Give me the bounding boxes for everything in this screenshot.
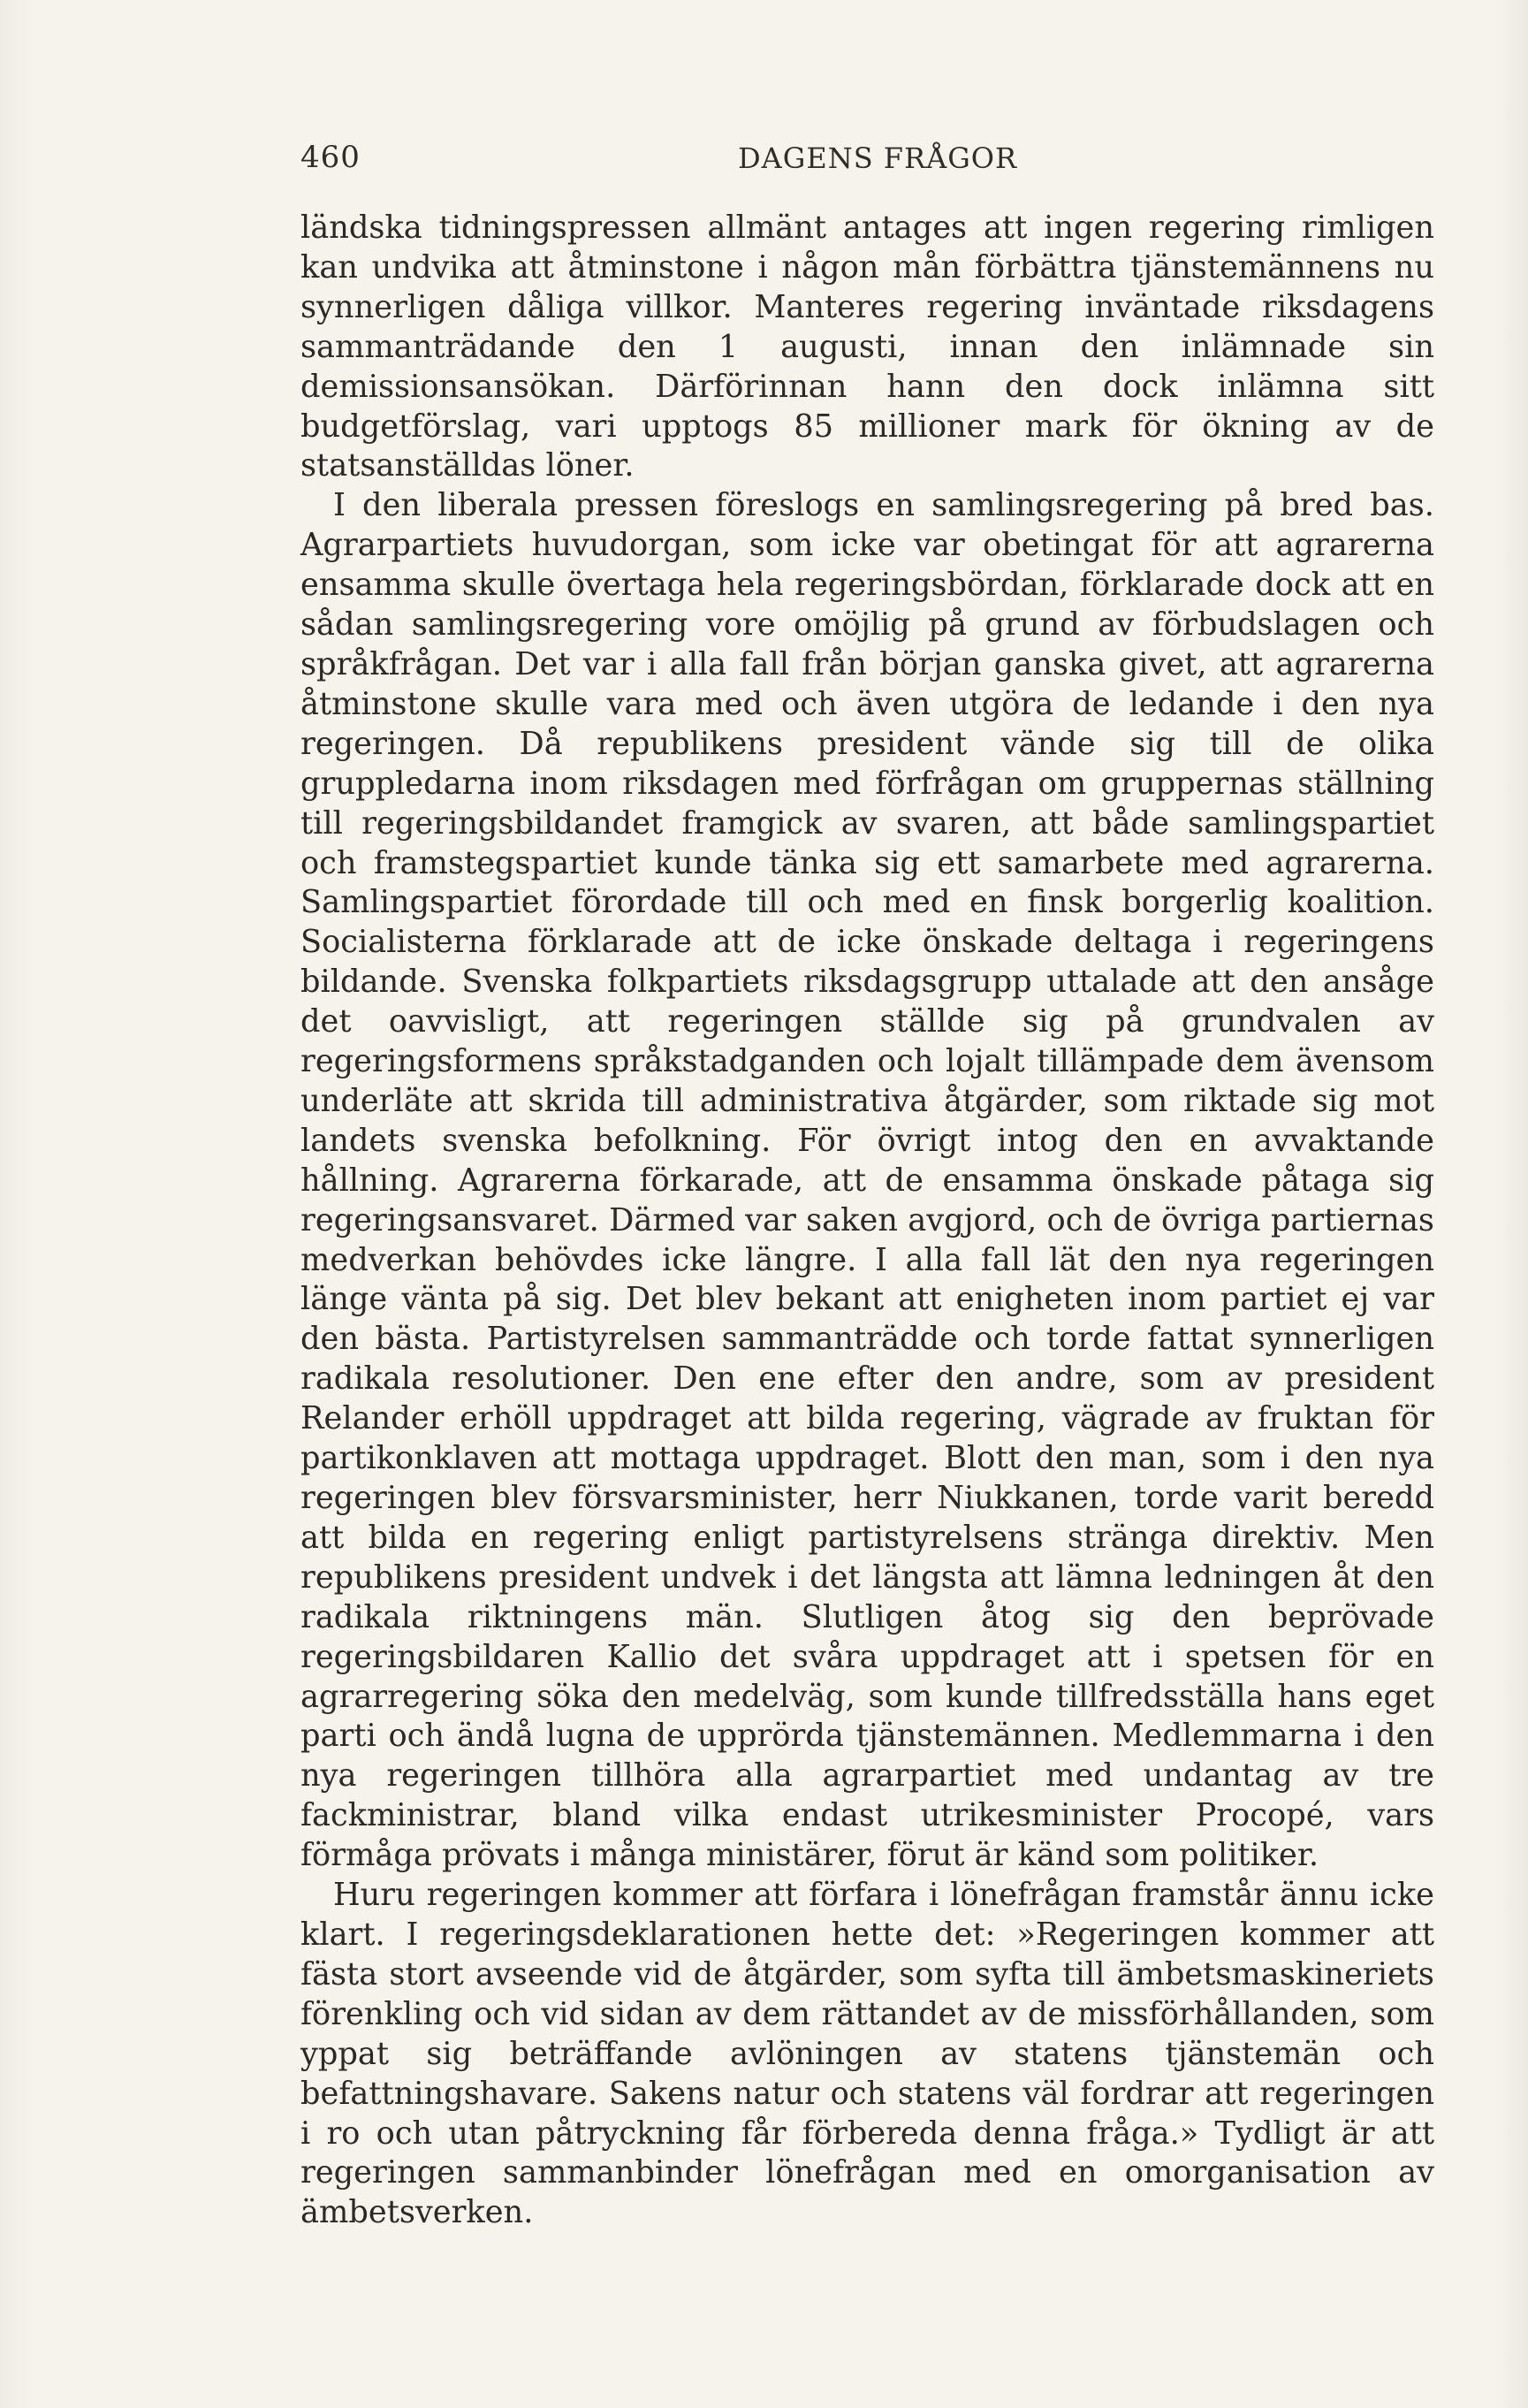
running-head: DAGENS FRÅGOR xyxy=(738,141,1018,175)
body-text xyxy=(300,209,1434,2233)
paragraph-salary-question: Huru regeringen kommer att förfara i lönefrågan framstår ännu icke klart. I regeringsdeklarationen hette det: »Regeringen kommer att fästa stort avseende vid de åtgärder, som syfta till ämbetsmaskineriets förenkling och vid sidan av dem rättandet av de missförhållanden, som yppat sig beträffande avlöningen av statens tjänstemän och befattningshavare. Sakens natur och statens väl fordrar att regeringen i ro och utan påtryckning får förbereda denna fråga.» Tydligt är att regeringen sammanbinder lönefrågan med en omorganisation av ämbetsverken. xyxy=(300,1877,1434,2231)
page-number: 460 xyxy=(300,140,361,175)
paragraph-coalition-negotiations: I den liberala pressen föreslogs en samlingsregering på bred bas. Agrarpartiets huvudorgan, som icke var obetingat för att agrarerna ensamma skulle övertaga hela regeringsbördan, förklarade dock att en sådan samlingsregering vore omöjlig på grund av förbudslagen och språkfrågan. Det var i alla fall från början ganska givet, att agrarerna åtminstone skulle vara med och även utgöra de ledande i den nya regeringen. Då republikens president vände sig till de olika gruppledarna inom riksdagen med förfrågan om gruppernas ställning till regeringsbildandet framgick av svaren, att både samlingspartiet och framstegspartiet kunde tänka sig ett samarbete med agrarerna. Samlingspartiet förordade till och med en finsk borgerlig koalition. Socialisterna förklarade att de icke önskade deltaga i regeringens bildande. Svenska folkpartiets riksdagsgrupp uttalade att den ansåge det oavvisligt, att regeringen ställde sig på grundvalen av regeringsformens språkstadganden och lojalt tillämpade dem ävensom underläte att skrida till administrativa åtgärder, som riktade sig mot landets svenska befolkning. För övrigt intog den en avvaktande hållning. Agrarerna förkarade, att de ensamma önskade påtaga sig regeringsansvaret. Därmed var saken avgjord, och de övriga partiernas medverkan behövdes icke längre. I alla fall lät den nya regeringen länge vänta på sig. Det blev bekant att enigheten inom partiet ej var den bästa. Partistyrelsen sammanträdde och torde fattat synnerligen radikala resolutioner. Den ene efter den andre, som av president Relander erhöll uppdraget att bilda regering, vägrade av fruktan för partikonklaven att mottaga uppdraget. Blott den man, som i den nya regeringen blev försvarsminister, herr Niukkanen, torde varit beredd att bilda en regering enligt partistyrelsens stränga direktiv. Men republikens president undvek i det längsta att lämna ledningen åt den radikala riktningens män. Slutligen åtog sig den beprövade regeringsbildaren Kallio det svåra uppdraget att i spetsen för en agrarregering söka den medelväg, som kunde tillfredsställa hans eget parti och ändå lugna de upprörda tjänstemännen. Medlemmarna i den nya regeringen tillhöra alla agrarpartiet med undantag av tre fackministrar, bland vilka endast utrikesminister Procopé, vars förmåga prövats i många ministärer, förut är känd som politiker. xyxy=(300,487,1434,1874)
paragraph-continuation: ländska tidningspressen allmänt antages att ingen regering rimligen kan undvika att åtminstone i någon mån förbättra tjänstemännens nu synnerligen dåliga villkor. Manteres regering inväntade riksdagens sammanträdande den 1 augusti, innan den inlämnade sin demissionsansökan. Därförinnan hann den dock inlämna sitt budgetförslag, vari upptogs 85 millioner mark för ökning av de statsanställdas löner. xyxy=(300,210,1434,484)
page-header xyxy=(300,140,1432,184)
